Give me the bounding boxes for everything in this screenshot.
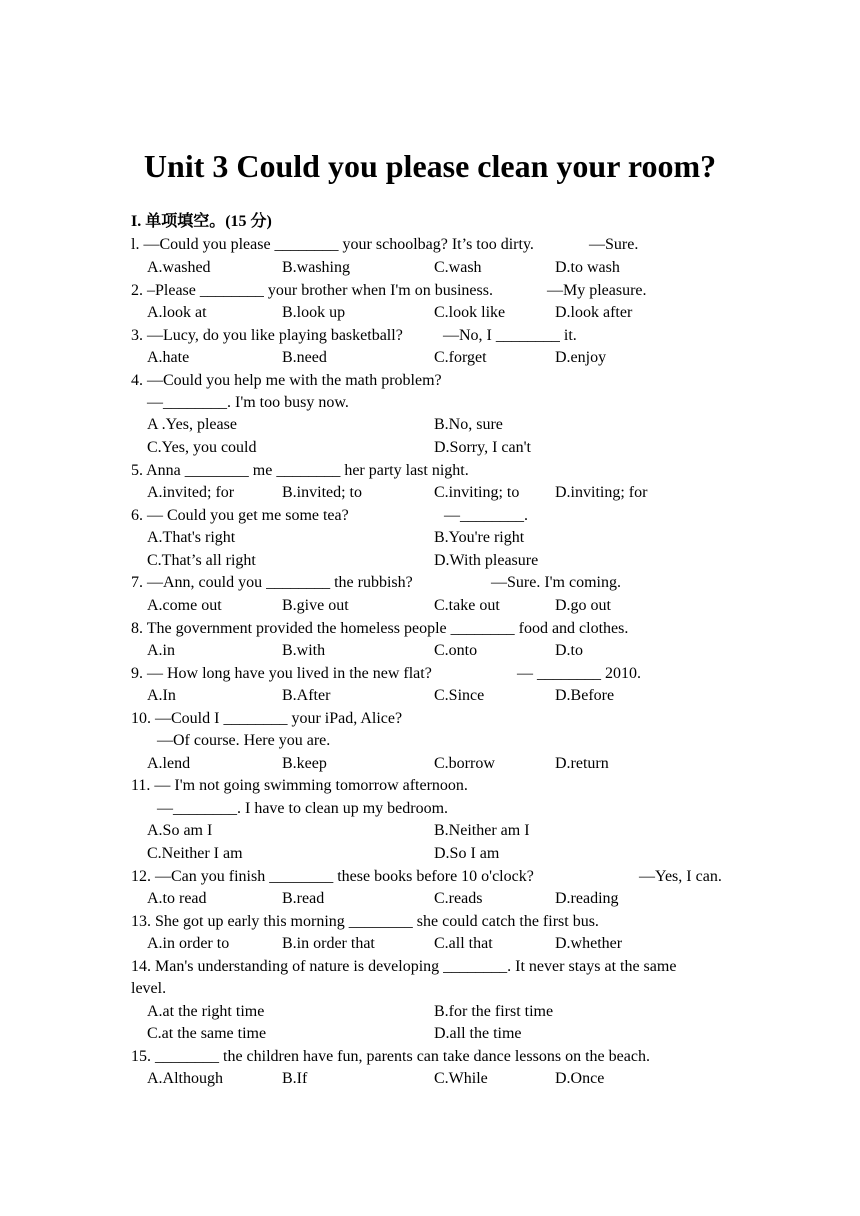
option-a[interactable]: A.invited; for	[147, 484, 235, 501]
option-c[interactable]: C.reads	[434, 890, 483, 907]
option-b[interactable]: B.read	[282, 890, 325, 907]
option-d[interactable]: D.all the time	[434, 1025, 522, 1042]
option-d[interactable]: D.Before	[555, 687, 615, 704]
question-reply: — ________ 2010.	[517, 665, 641, 682]
option-c[interactable]: C.all that	[434, 935, 493, 952]
option-c[interactable]: C.forget	[434, 349, 487, 366]
page-title: Unit 3 Could you please clean your room?	[143, 148, 717, 184]
option-d[interactable]: D.Sorry, I can't	[434, 439, 531, 456]
option-b[interactable]: B.Neither am I	[434, 822, 530, 839]
option-b[interactable]: B.After	[282, 687, 331, 704]
option-c[interactable]: C.Since	[434, 687, 485, 704]
option-d[interactable]: D.to wash	[555, 259, 620, 276]
question-stem: 9. — How long have you lived in the new flat?	[131, 665, 432, 682]
option-a[interactable]: A.in	[147, 642, 175, 659]
option-d[interactable]: D.So I am	[434, 845, 500, 862]
option-d[interactable]: D.return	[555, 755, 609, 772]
option-b[interactable]: B.in order that	[282, 935, 375, 952]
option-b[interactable]: B.look up	[282, 304, 346, 321]
option-d[interactable]: D.whether	[555, 935, 623, 952]
option-a[interactable]: A.in order to	[147, 935, 230, 952]
option-d[interactable]: D.to	[555, 642, 583, 659]
option-c[interactable]: C.That’s all right	[147, 552, 256, 569]
question-stem: 4. —Could you help me with the math problem?	[131, 372, 442, 389]
question-reply: —________. I'm too busy now.	[147, 394, 349, 411]
question-reply: —________. I have to clean up my bedroom.	[157, 800, 449, 817]
option-d[interactable]: D.inviting; for	[555, 484, 648, 501]
question-stem: l. —Could you please ________ your schoolbag? It’s too dirty.	[131, 236, 534, 253]
option-c[interactable]: C.borrow	[434, 755, 495, 772]
option-c[interactable]: C.look like	[434, 304, 506, 321]
question-stem: 7. —Ann, could you ________ the rubbish?	[131, 574, 413, 591]
option-a[interactable]: A.at the right time	[147, 1003, 265, 1020]
option-b[interactable]: B.If	[282, 1070, 308, 1087]
question-stem: 6. — Could you get me some tea?	[131, 507, 349, 524]
option-c[interactable]: C.Neither I am	[147, 845, 243, 862]
question-reply: —Yes, I can.	[639, 868, 722, 885]
option-b[interactable]: B.No, sure	[434, 416, 503, 433]
question-stem: 8. The government provided the homeless people ________ food and clothes.	[131, 620, 629, 637]
option-a[interactable]: A.So am I	[147, 822, 213, 839]
option-d[interactable]: D.go out	[555, 597, 611, 614]
question-stem: 5. Anna ________ me ________ her party last night.	[131, 462, 469, 479]
option-a[interactable]: A.That's right	[147, 529, 236, 546]
option-b[interactable]: B.give out	[282, 597, 349, 614]
option-b[interactable]: B.You're right	[434, 529, 525, 546]
question-stem: 14. Man's understanding of nature is developing ________. It never stays at the same	[131, 958, 677, 975]
option-c[interactable]: C.onto	[434, 642, 478, 659]
option-a[interactable]: A.In	[147, 687, 176, 704]
option-c[interactable]: C.While	[434, 1070, 488, 1087]
question-reply: —No, I ________ it.	[443, 327, 577, 344]
question-stem: 2. –Please ________ your brother when I'm on business.	[131, 282, 493, 299]
option-a[interactable]: A.to read	[147, 890, 207, 907]
option-a[interactable]: A.Although	[147, 1070, 223, 1087]
option-c[interactable]: C.take out	[434, 597, 500, 614]
option-b[interactable]: B.washing	[282, 259, 350, 276]
question-stem: 12. —Can you finish ________ these books before 10 o'clock?	[131, 868, 534, 885]
option-b[interactable]: B.need	[282, 349, 327, 366]
option-c[interactable]: C.Yes, you could	[147, 439, 257, 456]
option-a[interactable]: A.look at	[147, 304, 207, 321]
option-a[interactable]: A .Yes, please	[147, 416, 237, 433]
option-a[interactable]: A.hate	[147, 349, 190, 366]
question-stem: 11. — I'm not going swimming tomorrow afternoon.	[131, 777, 468, 794]
question-reply: —________.	[444, 507, 528, 524]
question-reply: —My pleasure.	[547, 282, 647, 299]
option-d[interactable]: D.enjoy	[555, 349, 607, 366]
option-b[interactable]: B.keep	[282, 755, 327, 772]
question-stem: 13. She got up early this morning ________ she could catch the first bus.	[131, 913, 599, 930]
question-reply: —Sure.	[589, 236, 639, 253]
question-stem: 10. —Could I ________ your iPad, Alice?	[131, 710, 403, 727]
option-b[interactable]: B.for the first time	[434, 1003, 554, 1020]
question-stem-continued: level.	[131, 980, 167, 997]
option-c[interactable]: C.at the same time	[147, 1025, 267, 1042]
question-stem: 15. ________ the children have fun, parents can take dance lessons on the beach.	[131, 1048, 650, 1065]
question-stem: 3. —Lucy, do you like playing basketball?	[131, 327, 403, 344]
option-b[interactable]: B.with	[282, 642, 326, 659]
option-b[interactable]: B.invited; to	[282, 484, 362, 501]
option-d[interactable]: D.Once	[555, 1070, 605, 1087]
option-c[interactable]: C.inviting; to	[434, 484, 520, 501]
option-d[interactable]: D.reading	[555, 890, 619, 907]
option-d[interactable]: D.look after	[555, 304, 633, 321]
option-a[interactable]: A.washed	[147, 259, 211, 276]
option-a[interactable]: A.lend	[147, 755, 191, 772]
option-c[interactable]: C.wash	[434, 259, 482, 276]
question-reply: —Of course. Here you are.	[157, 732, 331, 749]
option-a[interactable]: A.come out	[147, 597, 222, 614]
question-reply: —Sure. I'm coming.	[491, 574, 621, 591]
section-heading: I. 单项填空。(15 分)	[131, 213, 272, 230]
option-d[interactable]: D.With pleasure	[434, 552, 539, 569]
